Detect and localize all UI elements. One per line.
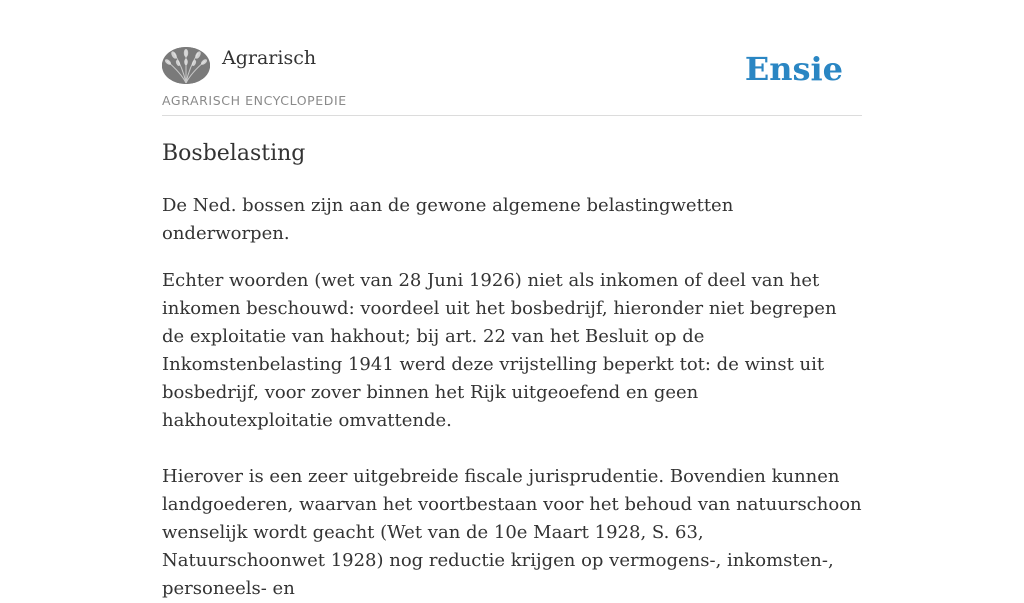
article-paragraph: Echter woorden (wet van 28 Juni 1926) niet als inkomen of deel van het inkomen beschouwd: voordeel uit het bosbedrijf, hieronder niet begrepen de exploitatie van hakhout; bij art. 22 van het Besluit op de Inkomstenbelasting 1941 werd deze vrijstelling beperkt tot: de winst uit bosbedrijf, voor zover binnen het Rijk uitgeoefend en geen hakhoutexploitatie omvattende. (162, 270, 837, 431)
site-subtitle: AGRARISCH ENCYCLOPEDIE (162, 93, 347, 108)
article-paragraph: De Ned. bossen zijn aan de gewone algemene belastingwetten onderworpen. (162, 195, 734, 244)
paragraph-spacer (162, 435, 862, 463)
article-paragraph: Hierover is een zeer uitgebreide fiscale jurisprudentie. Bovendien kunnen landgoederen, waarvan het voortbestaan voor het behoud van natuurschoon wenselijk wordt geacht (Wet van de 10e Maart 1928, S. 63, Natuurschoonwet 1928) nog reductie krijgen op vermogens-, inkomsten-, personeels- en (162, 466, 862, 599)
page (162, 0, 862, 599)
article-title: Bosbelasting (162, 141, 306, 166)
site-name[interactable]: Agrarisch (222, 47, 317, 69)
ensie-brand-link[interactable]: Ensie (744, 50, 843, 88)
site-header (162, 0, 862, 116)
article-body (162, 192, 862, 603)
wheat-logo-icon[interactable] (162, 47, 210, 84)
